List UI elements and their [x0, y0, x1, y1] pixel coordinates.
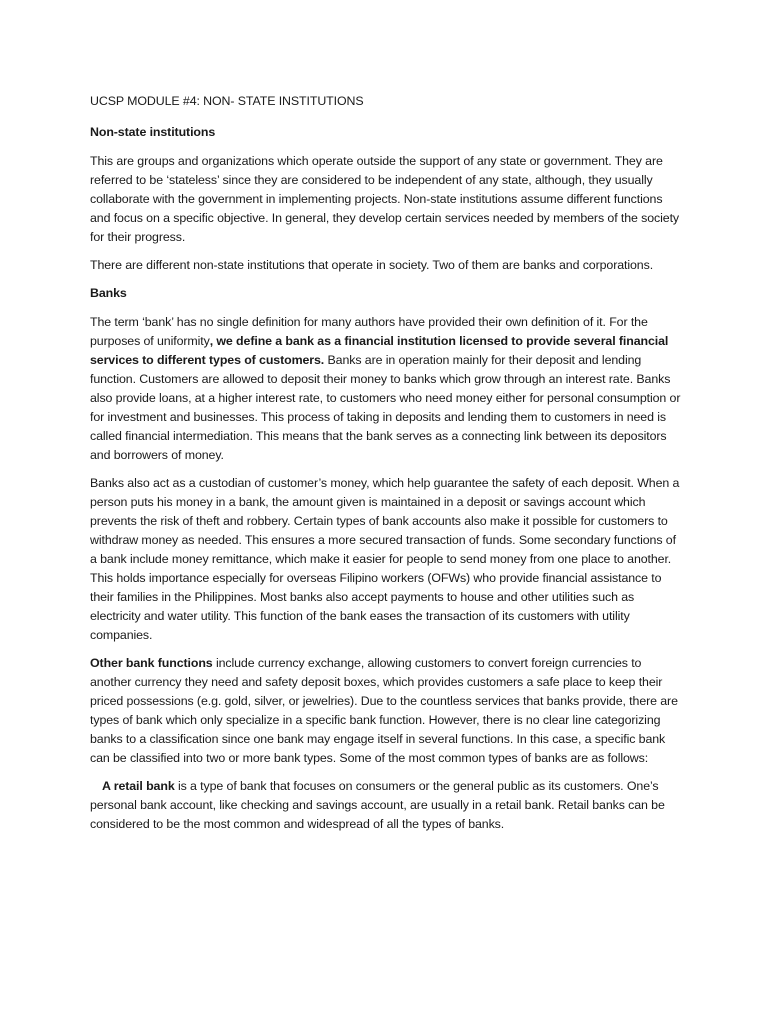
paragraph-non-state-definition: This are groups and organizations which operate outside the support of any state or government. They are referred to be ‘stateless’ since they are considered to be independent of any state, although, they usually collaborate with the government in implementing projects. Non-state institutions assume different functions and focus on a specific objective. In general, they develop certain services needed by members of the society for their progress.	[90, 154, 680, 244]
document-title: UCSP MODULE #4: NON- STATE INSTITUTIONS	[90, 94, 364, 108]
paragraph-non-state-examples: There are different non-state institutions that operate in society. Two of them are banks and corporations.	[90, 258, 654, 272]
paragraph-bank-definition	[90, 313, 686, 465]
retail-bank-bold: A retail bank	[102, 779, 175, 793]
paragraph-retail-bank	[90, 777, 686, 834]
bank-definition-rest: Banks are in operation mainly for their deposit and lending function. Customers are allowed to deposit their money to banks which grow through an interest rate. Banks also provide loans, at a higher interest rate, to customers who need money either for personal consumption or for investment and businesses. This process of taking in deposits and lending them to customers in need is called financial intermediation. This means that the bank serves as a connecting link between its depositors and borrowers of money.	[90, 353, 681, 462]
paragraph-bank-custodian: Banks also act as a custodian of customer’s money, which help guarantee the safety of each deposit. When a person puts his money in a bank, the amount given is maintained in a deposit or savings account which prevents the risk of theft and robbery. Certain types of bank accounts also make it possible for customers to withdraw money as needed. This ensures a more secured transaction of funds. Some secondary functions of a bank include money remittance, which make it easier for people to send money from one place to another. This holds importance especially for overseas Filipino workers (OFWs) who provide financial assistance to their families in the Philippines. Most banks also accept payments to house and other utilities such as electricity and water utility. This function of the bank eases the transaction of its customers with utility companies.	[90, 476, 680, 642]
bank-definition-intro: The term ‘bank’ has no single definition for many authors have provided their own definition of it. For the purposes of uniformity	[90, 315, 648, 348]
heading-non-state-institutions: Non-state institutions	[90, 125, 216, 139]
heading-banks: Banks	[90, 286, 127, 300]
retail-bank-text: is a type of bank that focuses on consumers or the general public as its customers. One’s personal bank account, like checking and savings account, are usually in a retail bank. Retail banks can be considered to be the most common and widespread of all the types of banks.	[90, 779, 665, 831]
paragraph-other-bank-functions	[90, 654, 686, 768]
other-bank-functions-text: include currency exchange, allowing customers to convert foreign currencies to another currency they need and safety deposit boxes, which provides customers a safe place to keep their priced possessions (e.g. gold, silver, or jewelries). Due to the countless services that banks provide, there are types of bank which only specialize in a specific bank function. However, there is no clear line categorizing banks to a classification since one bank may engage itself in several functions. In this case, a specific bank can be classified into two or more bank types. Some of the most common types of banks are as follows:	[90, 656, 678, 765]
other-bank-functions-bold: Other bank functions	[90, 656, 213, 670]
document-body	[90, 92, 686, 843]
bank-definition-bold: , we define a bank as a financial institution licensed to provide several financial services to different types of customers.	[90, 334, 669, 367]
